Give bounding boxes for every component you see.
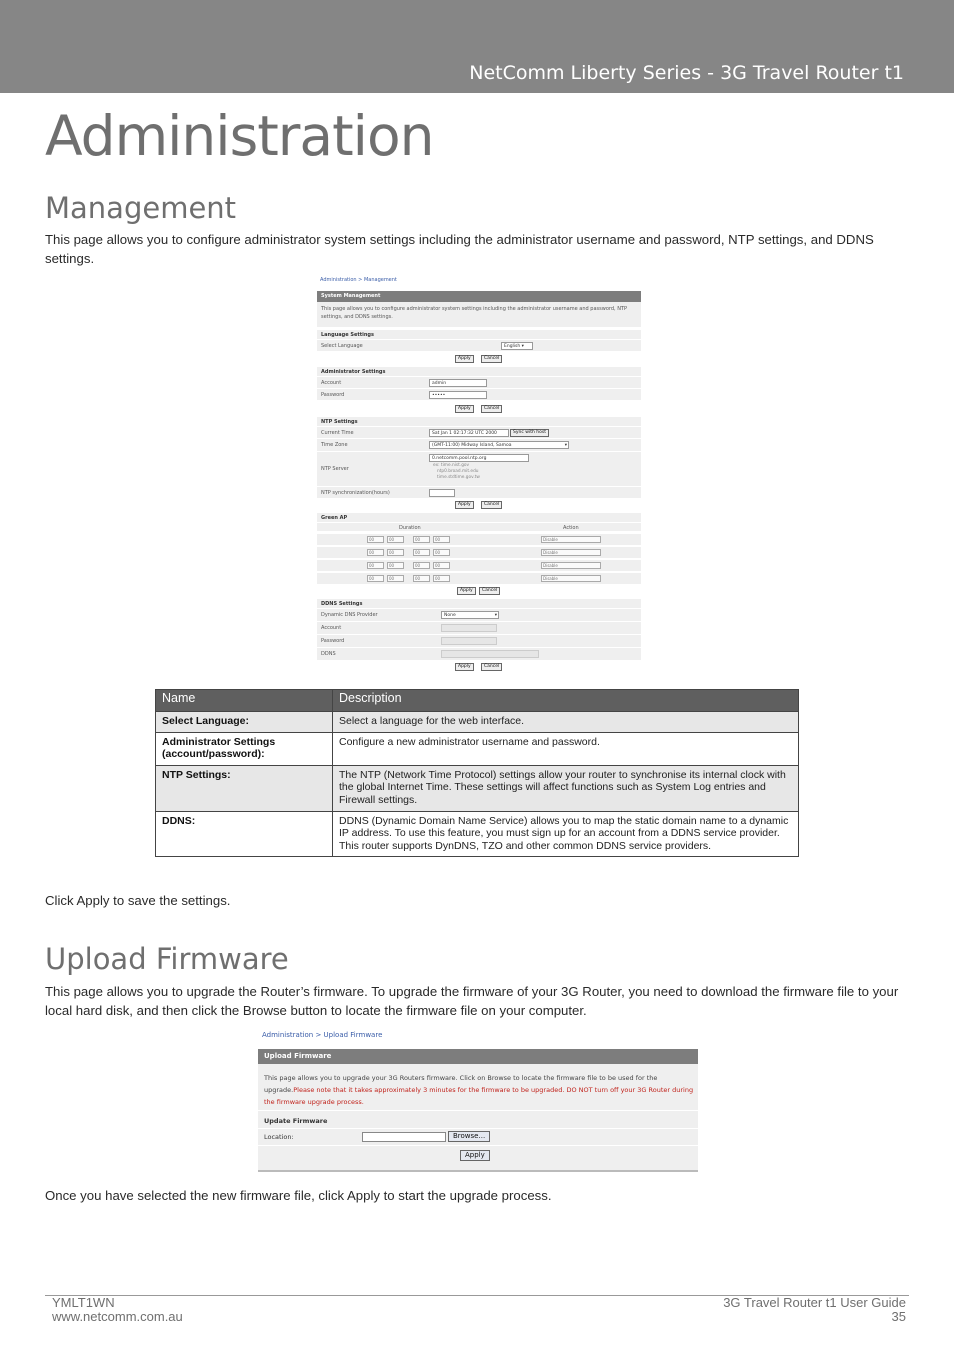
ntp-example-3: time.stdtime.gov.tw <box>437 475 480 480</box>
green-ap-row <box>317 547 641 559</box>
table-header-name: Name <box>156 690 333 712</box>
green-ap-row <box>317 573 641 585</box>
green-ap-action-select[interactable]: Disable <box>541 562 601 569</box>
upload-apply-button[interactable]: Apply <box>460 1150 490 1161</box>
management-heading: Management <box>45 191 237 225</box>
ddns-domain-input[interactable] <box>441 650 539 658</box>
ntp-apply-button[interactable]: Apply <box>455 501 474 509</box>
green-ap-time-select[interactable]: 00 <box>387 575 404 582</box>
green-ap-row <box>317 534 641 546</box>
green-ap-row <box>317 560 641 572</box>
time-zone-select[interactable]: (GMT-11:00) Midway Island, Samoa ▾ <box>429 441 569 449</box>
ddns-password-input[interactable] <box>441 637 497 645</box>
ntp-server-label: NTP Server <box>321 466 349 472</box>
panel-description: This page allows you to configure administrator system settings including the administrator username and password, NTP settings, and DDNS settings. <box>317 302 641 328</box>
ntp-cancel-button[interactable]: Cancel <box>481 501 502 509</box>
management-screenshot <box>317 276 641 673</box>
green-ap-time-select[interactable]: 00 <box>367 562 384 569</box>
table-row: DDNS: DDNS (Dynamic Domain Name Service) allows you to map the static domain name to a dynamic IP address. To use this feature, you must sign up for an account from a DDNS service provider. This router supports DynDNS, TZO and other common DDNS service providers. <box>156 811 799 857</box>
ddns-section: DDNS Settings <box>321 601 363 607</box>
ddns-domain-label: DDNS <box>321 651 336 657</box>
ntp-section: NTP Settings <box>321 419 358 425</box>
duration-header: Duration <box>399 525 421 531</box>
green-ap-action-select[interactable]: Disable <box>541 575 601 582</box>
footer-guide-title: 3G Travel Router t1 User Guide <box>723 1295 906 1310</box>
green-ap-time-select[interactable]: 00 <box>367 549 384 556</box>
upload-screenshot <box>258 1028 698 1173</box>
table-row: Select Language: Select a language for the web interface. <box>156 712 799 733</box>
sync-with-host-button[interactable]: Sync with host <box>510 429 549 437</box>
password-input[interactable]: ••••• <box>429 391 487 399</box>
ntp-sync-label: NTP synchronization(hours) <box>321 490 390 496</box>
upload-after-text: Once you have selected the new firmware file, click Apply to start the upgrade process. <box>45 1188 552 1203</box>
management-intro: This page allows you to configure administrator system settings including the administrator username and password, NTP settings, and DDNS settings. <box>45 232 874 266</box>
green-apply-button[interactable]: Apply <box>457 587 476 595</box>
green-ap-time-select[interactable]: 00 <box>367 536 384 543</box>
footer-model: YMLT1WN <box>52 1295 115 1310</box>
green-ap-time-select[interactable]: 00 <box>387 549 404 556</box>
upload-panel-header: Upload Firmware <box>258 1049 698 1064</box>
upload-panel-text: This page allows you to upgrade your 3G Routers firmware. Click on Browse to locate the firmware file to be used for the upgrade.Please note that it takes approximately 3 minutes for the firmware to be upgraded. DO NOT turn off your 3G Router during the firmware upgrade process. <box>264 1074 694 1106</box>
upload-breadcrumb: Administration > Upload Firmware <box>262 1031 383 1039</box>
admin-apply-button[interactable]: Apply <box>455 405 474 413</box>
browse-button[interactable]: Browse... <box>448 1131 490 1142</box>
ddns-cancel-button[interactable]: Cancel <box>481 663 502 671</box>
breadcrumb: Administration > Management <box>320 277 397 283</box>
ntp-server-input[interactable]: 0.netcomm.pool.ntp.org <box>429 454 529 462</box>
update-firmware-label: Update Firmware <box>264 1117 328 1125</box>
footer-website: www.netcomm.com.au <box>52 1309 183 1324</box>
ddns-password-label: Password <box>321 638 345 644</box>
language-label: Select Language <box>321 343 363 349</box>
green-ap-time-select[interactable]: 00 <box>433 575 450 582</box>
green-ap-time-select[interactable]: 00 <box>387 562 404 569</box>
page-number: 35 <box>891 1309 906 1324</box>
management-after-text: Click Apply to save the settings. <box>45 893 231 908</box>
account-input[interactable]: admin <box>429 379 487 387</box>
upload-heading: Upload Firmware <box>45 942 289 976</box>
location-label: Location: <box>264 1133 294 1141</box>
ddns-account-input[interactable] <box>441 624 497 632</box>
language-apply-button[interactable]: Apply <box>455 355 474 363</box>
account-label: Account <box>321 380 342 386</box>
green-ap-time-select[interactable]: 00 <box>433 549 450 556</box>
ntp-example-2: ntp0.broad.mit.edu <box>437 469 479 474</box>
admin-section: Administrator Settings <box>321 369 386 375</box>
green-ap-time-select[interactable]: 00 <box>413 536 430 543</box>
green-ap-time-select[interactable]: 00 <box>367 575 384 582</box>
language-cancel-button[interactable]: Cancel <box>481 355 502 363</box>
green-cancel-button[interactable]: Cancel <box>479 587 500 595</box>
language-section: Language Settings <box>321 332 374 338</box>
green-ap-action-select[interactable]: Disable <box>541 549 601 556</box>
admin-cancel-button[interactable]: Cancel <box>481 405 502 413</box>
green-ap-time-select[interactable]: 00 <box>387 536 404 543</box>
firmware-file-input[interactable] <box>362 1132 446 1142</box>
green-ap-time-select[interactable]: 00 <box>413 562 430 569</box>
ntp-sync-input[interactable] <box>429 489 455 497</box>
green-ap-time-select[interactable]: 00 <box>413 549 430 556</box>
ddns-provider-label: Dynamic DNS Provider <box>321 612 378 618</box>
page-title: Administration <box>45 104 434 168</box>
table-header-description: Description <box>333 690 799 712</box>
header-bar <box>0 0 954 93</box>
ddns-provider-select[interactable]: None ▾ <box>441 611 499 619</box>
time-zone-label: Time Zone <box>321 442 348 448</box>
green-ap-time-select[interactable]: 00 <box>433 536 450 543</box>
ntp-example-1: ex: time.nist.gov <box>433 463 470 468</box>
settings-table <box>155 689 799 857</box>
action-header: Action <box>563 525 579 531</box>
language-select[interactable]: English ▾ <box>501 342 533 350</box>
green-ap-section: Green AP <box>321 515 348 521</box>
green-ap-time-select[interactable]: 00 <box>433 562 450 569</box>
current-time-field: Sat Jan 1 02:17:32 UTC 2000 <box>429 429 509 437</box>
green-ap-time-select[interactable]: 00 <box>413 575 430 582</box>
table-row: NTP Settings: The NTP (Network Time Protocol) settings allow your router to synchronise its internal clock with the global Internet Time. These settings will affect functions such as System Log entries and Firewall settings. <box>156 765 799 811</box>
ddns-apply-button[interactable]: Apply <box>455 663 474 671</box>
series-title: NetComm Liberty Series - 3G Travel Router t1 <box>469 62 904 84</box>
green-ap-action-select[interactable]: Disable <box>541 536 601 543</box>
panel-header: System Management <box>317 291 641 302</box>
ddns-account-label: Account <box>321 625 342 631</box>
password-label: Password <box>321 392 345 398</box>
upload-intro: This page allows you to upgrade the Router’s firmware. To upgrade the firmware of your 3G Router, you need to download the firmware file to your local hard disk, and then click the Browse button to locate the firmware file on your computer. <box>45 984 899 1018</box>
current-time-label: Current Time <box>321 430 354 436</box>
table-row: Administrator Settings (account/password): Configure a new administrator username and password. <box>156 732 799 765</box>
